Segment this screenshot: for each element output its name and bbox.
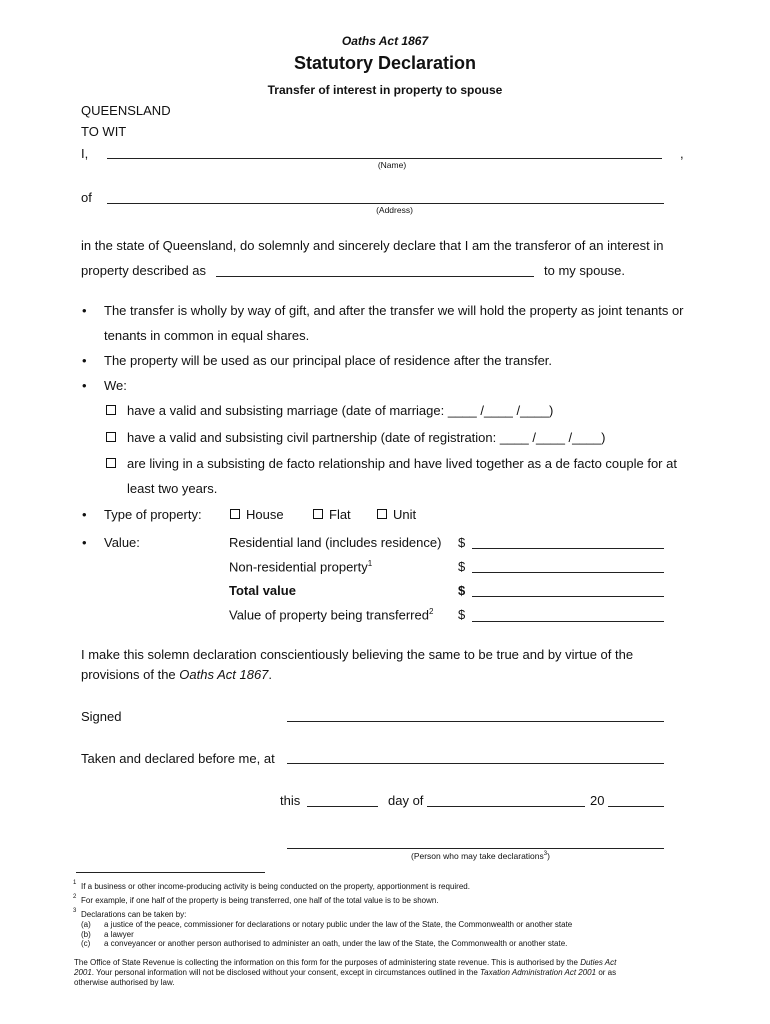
footnote-3-item-b-letter: (b) [81, 930, 91, 939]
footnote-3-item-b: a lawyer [104, 930, 134, 939]
signature-field[interactable] [287, 721, 664, 722]
marriage-checkbox[interactable] [106, 405, 116, 415]
declaration-line-1: in the state of Queensland, do solemnly and sincerely declare that I am the transferor of an interest in [81, 238, 664, 253]
bullet-dot: • [82, 353, 87, 368]
total-value-field[interactable] [472, 596, 664, 597]
day-of-label: day of [388, 793, 424, 808]
house-checkbox[interactable] [230, 509, 240, 519]
month-field[interactable] [427, 806, 585, 807]
bullet-dot: • [82, 303, 87, 318]
currency-symbol: $ [458, 583, 466, 598]
de-facto-option-line-1: are living in a subsisting de facto relationship and have lived together as a de facto couple for at [127, 456, 677, 471]
residential-land-value-field[interactable] [472, 548, 664, 549]
footnote-2-number: 2 [73, 894, 77, 900]
privacy-notice-line-2: 2001. Your personal information will not be disclosed without your consent, except in circumstances outlined in the Taxation Administration Act 2001 or as [74, 968, 617, 977]
gift-line-1: The transfer is wholly by way of gift, and after the transfer we will hold the property as joint tenants or [104, 303, 684, 318]
bullet-dot: • [82, 535, 87, 550]
currency-symbol: $ [458, 607, 466, 622]
address-field[interactable] [107, 203, 664, 204]
name-comma: , [680, 146, 684, 161]
total-value-label: Total value [229, 583, 296, 598]
footnote-3-item-a-letter: (a) [81, 920, 91, 929]
footnote-2: For example, if one half of the property is being transferred, one half of the total value is to be shown. [81, 896, 439, 905]
of-label: of [81, 190, 92, 205]
property-type-label: Type of property: [104, 507, 202, 522]
this-label: this [280, 793, 301, 808]
non-residential-label: Non-residential property$^1$ [229, 559, 373, 575]
privacy-notice-line-1: The Office of State Revenue is collecting the information on this form for the purposes of administering state revenue. This is authorised by the Duties Act [74, 958, 617, 967]
privacy-notice-line-3: otherwise authorised by law. [74, 978, 175, 987]
residential-land-label: Residential land (includes residence) [229, 535, 442, 550]
marriage-option: have a valid and subsisting marriage (date of marriage: ____ /____ /____) [127, 403, 554, 418]
day-field[interactable] [307, 806, 378, 807]
civil-partnership-checkbox[interactable] [106, 432, 116, 442]
name-field[interactable] [107, 158, 662, 159]
civil-partnership-option: have a valid and subsisting civil partnership (date of registration: ____ /____ /____) [127, 430, 606, 445]
footnote-3-item-c: a conveyancer or another person authorised to administer an oath, under the law of the State, the Commonwealth or another state. [104, 939, 568, 948]
location-field[interactable] [287, 763, 664, 764]
to-my-spouse: to my spouse. [544, 263, 625, 278]
footnote-3-number: 3 [73, 908, 77, 914]
property-description-field[interactable] [216, 276, 534, 277]
de-facto-checkbox[interactable] [106, 458, 116, 468]
value-label: Value: [104, 535, 140, 550]
unit-checkbox[interactable] [377, 509, 387, 519]
residence-statement: The property will be used as our principal place of residence after the transfer. [104, 353, 553, 368]
currency-symbol: $ [458, 535, 466, 550]
footnote-3-item-c-letter: (c) [81, 939, 91, 948]
witness-signature-field[interactable] [287, 848, 664, 849]
signed-label: Signed [81, 709, 122, 724]
bullet-dot: • [82, 378, 87, 393]
page-subtitle: Transfer of interest in property to spouse [267, 83, 503, 97]
currency-symbol: $ [458, 559, 466, 574]
footnote-3-item-a: a justice of the peace, commissioner for declarations or notary public under the law of the State, the Commonwealth or another state [104, 920, 573, 929]
house-option: House [246, 507, 284, 522]
page-title: Statutory Declaration [293, 53, 477, 73]
de-facto-option-line-2: least two years. [127, 481, 218, 496]
footnote-3: Declarations can be taken by: [81, 910, 187, 919]
gift-line-2: tenants in common in equal shares. [104, 328, 310, 343]
to-wit: TO WIT [81, 124, 127, 139]
address-caption: (Address) [376, 205, 413, 215]
footnote-divider [76, 872, 265, 873]
bullet-dot: • [82, 507, 87, 522]
unit-option: Unit [393, 507, 417, 522]
act-heading: Oaths Act 1867 [341, 34, 429, 48]
taken-declared-label: Taken and declared before me, at [81, 751, 275, 766]
solemn-line-2: provisions of the Oaths Act 1867. [81, 667, 273, 682]
flat-option: Flat [329, 507, 351, 522]
name-caption: (Name) [377, 160, 407, 170]
year-field[interactable] [608, 806, 664, 807]
footnote-1-number: 1 [73, 880, 77, 886]
transferred-value-field[interactable] [472, 621, 664, 622]
we-label: We: [104, 378, 127, 393]
property-described-label: property described as [81, 263, 207, 278]
flat-checkbox[interactable] [313, 509, 323, 519]
state-name: QUEENSLAND [81, 103, 171, 118]
witness-caption: (Person who may take declarations$^3$) [411, 851, 550, 861]
solemn-line-1: I make this solemn declaration conscientiously believing the same to be true and by virtue of the [81, 647, 634, 662]
transferred-value-label: Value of property being transferred$^2$ [229, 607, 434, 623]
non-residential-value-field[interactable] [472, 572, 664, 573]
year-prefix: 20 [590, 793, 605, 808]
footnote-1: If a business or other income-producing activity is being conducted on the property, apportionment is required. [81, 882, 470, 891]
i-label: I, [81, 146, 89, 161]
